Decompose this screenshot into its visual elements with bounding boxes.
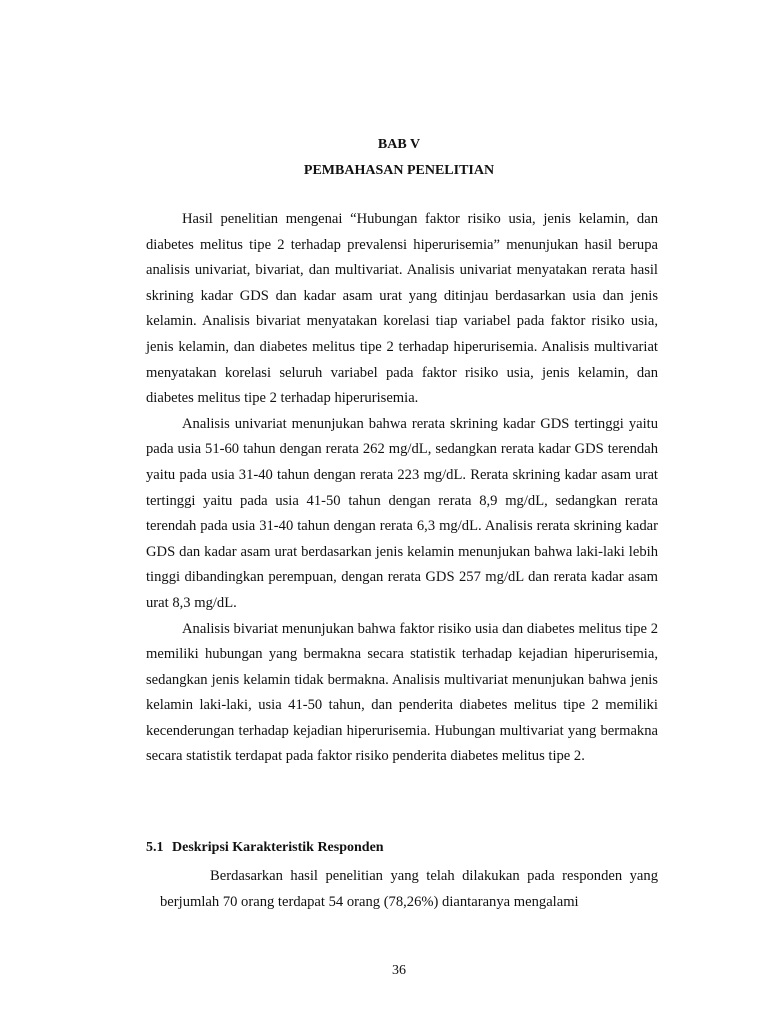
paragraph-univariate: Analisis univariat menunjukan bahwa rerata skrining kadar GDS tertinggi yaitu pada usia 51-60 tahun dengan rerata 262 mg/dL, sedangkan rerata kadar GDS terendah yaitu pada usia 31-40 tahun dengan rerata 223 mg/dL. Rerata skrining kadar asam urat tertinggi yaitu pada usia 41-50 tahun dengan rerata 8,9 mg/dL, sedangkan rerata terendah pada usia 31-40 tahun dengan rerata 6,3 mg/dL. Analisis rerata skrining kadar GDS dan kadar asam urat berdasarkan jenis kelamin menunjukan bahwa laki-laki lebih tinggi dibandingkan perempuan, dengan rerata GDS 257 mg/dL dan rerata kadar asam urat 8,3 mg/dL. — [146, 415, 658, 611]
section-number: 5.1 — [146, 840, 164, 855]
body-text — [146, 207, 658, 770]
section-title: Deskripsi Karakteristik Responden — [172, 840, 384, 855]
section-paragraph: Berdasarkan hasil penelitian yang telah dilakukan pada responden yang berjumlah 70 orang terdapat 54 orang (78,26%) diantaranya mengalami — [160, 868, 658, 910]
section-body — [160, 864, 658, 915]
chapter-title: PEMBAHASAN PENELITIAN — [303, 163, 495, 178]
paragraph-intro: Hasil penelitian mengenai “Hubungan faktor risiko usia, jenis kelamin, dan diabetes melitus tipe 2 terhadap prevalensi hiperurisemia” menunjukan hasil berupa analisis univariat, bivariat, dan multivariat. Analisis univariat menyatakan rerata hasil skrining kadar GDS dan kadar asam urat yang ditinjau berdasarkan usia dan jenis kelamin. Analisis bivariat menyatakan korelasi tiap variabel pada faktor risiko usia, jenis kelamin, dan diabetes melitus tipe 2 terhadap hiperurisemia. Analisis multivariat menyatakan korelasi seluruh variabel pada faktor risiko usia, jenis kelamin, dan diabetes melitus tipe 2 terhadap hiperurisemia. — [146, 211, 658, 407]
page-number: 36 — [392, 963, 406, 978]
chapter-number: BAB V — [377, 137, 421, 152]
paragraph-bivariate: Analisis bivariat menunjukan bahwa faktor risiko usia dan diabetes melitus tipe 2 memiliki hubungan yang bermakna secara statistik terhadap kejadian hiperurisemia, sedangkan jenis kelamin tidak bermakna. Analisis multivariat menunjukan bahwa jenis kelamin laki-laki, usia 41-50 tahun, dan penderita diabetes melitus tipe 2 memiliki kecenderungan terhadap kejadian hiperurisemia. Hubungan multivariat yang bermakna secara statistik terdapat pada faktor risiko penderita diabetes melitus tipe 2. — [146, 620, 658, 765]
section-heading — [146, 840, 384, 856]
